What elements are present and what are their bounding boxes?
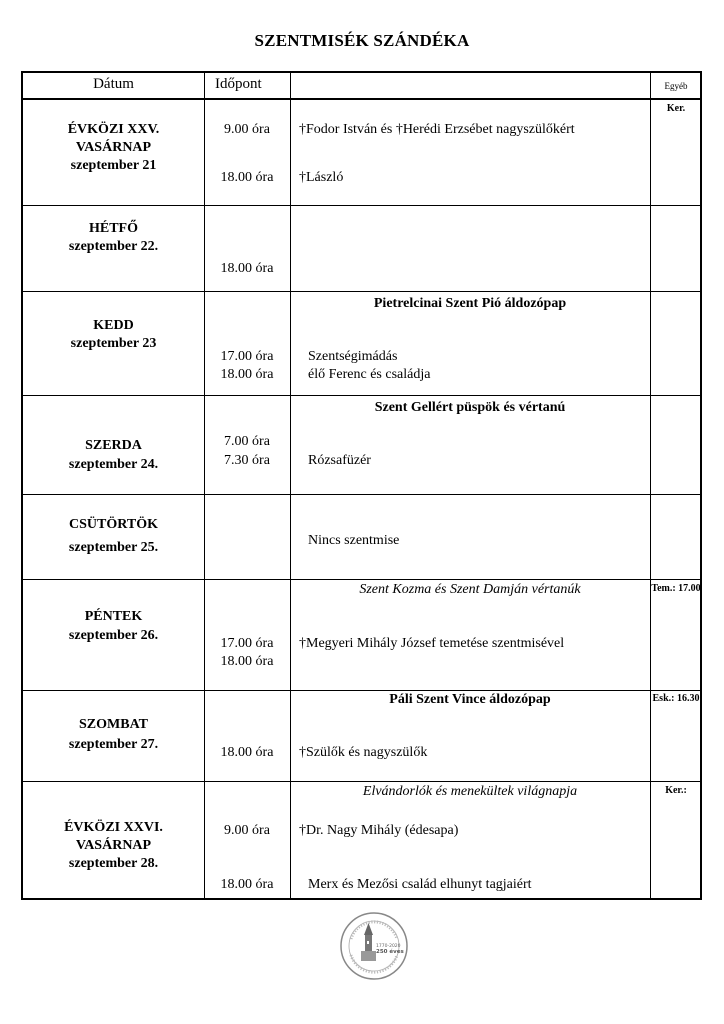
feast-title: Páli Szent Vince áldozópap xyxy=(389,692,551,707)
other-note: Ker. xyxy=(666,103,686,114)
feast-title: Szent Gellért püspök és vértanú xyxy=(374,400,566,415)
day-date: szeptember 25. xyxy=(68,540,159,555)
day-date: szeptember 24. xyxy=(68,457,159,472)
header-other: Egyéb xyxy=(664,81,688,91)
mass-intention: Nincs szentmise xyxy=(308,533,400,548)
row-divider xyxy=(23,395,700,396)
mass-time: 17.00 óra xyxy=(220,636,274,651)
other-note: Tem.: 17.00 xyxy=(651,583,701,594)
day-date: szeptember 27. xyxy=(68,737,159,752)
day-name: ÉVKÖZI XXVI. xyxy=(64,820,163,835)
seal-anniversary: 250 éves xyxy=(376,949,404,955)
day-name: VASÁRNAP xyxy=(75,140,152,155)
row-divider xyxy=(23,205,700,206)
row-divider xyxy=(23,579,700,580)
mass-time: 7.00 óra xyxy=(224,434,270,449)
mass-time: 18.00 óra xyxy=(220,745,274,760)
day-name: ÉVKÖZI XXV. xyxy=(67,122,160,137)
other-note: Esk.: 16.30 xyxy=(652,693,700,704)
schedule-table xyxy=(21,71,702,900)
column-divider xyxy=(290,73,291,898)
row-divider xyxy=(23,494,700,495)
day-name: SZERDA xyxy=(85,438,142,453)
day-date: szeptember 28. xyxy=(68,856,159,871)
feast-title: Elvándorlók és menekültek világnapja xyxy=(362,784,578,799)
day-name: VASÁRNAP xyxy=(75,838,152,853)
day-date: szeptember 21 xyxy=(70,158,157,173)
mass-time: 18.00 óra xyxy=(220,170,274,185)
mass-time: 18.00 óra xyxy=(220,654,274,669)
column-divider xyxy=(650,73,651,898)
row-divider xyxy=(23,690,700,691)
page-title: SZENTMISÉK SZÁNDÉKA xyxy=(254,31,470,50)
day-name: PÉNTEK xyxy=(84,609,143,624)
mass-intention: †László xyxy=(299,170,344,185)
day-name: SZOMBAT xyxy=(79,717,148,732)
feast-title: Szent Kozma és Szent Damján vértanúk xyxy=(359,582,581,597)
header-time: Időpont xyxy=(215,76,262,92)
mass-time: 18.00 óra xyxy=(220,261,274,276)
mass-intention: Rózsafüzér xyxy=(308,453,371,468)
seal-years: 1770-2020 xyxy=(376,944,401,949)
mass-intention: †Fodor István és †Herédi Erzsébet nagyszülőkért xyxy=(299,122,575,137)
mass-time: 18.00 óra xyxy=(220,367,274,382)
day-date: szeptember 22. xyxy=(68,239,159,254)
column-divider xyxy=(204,73,205,898)
header-date: Dátum xyxy=(93,76,134,92)
parish-seal-icon xyxy=(339,911,409,981)
mass-time: 17.00 óra xyxy=(220,349,274,364)
mass-intention: élő Ferenc és családja xyxy=(308,367,431,382)
day-name: CSÜTÖRTÖK xyxy=(69,517,158,532)
day-date: szeptember 26. xyxy=(68,628,159,643)
mass-intention: Merx és Mezősi család elhunyt tagjaiért xyxy=(308,877,532,892)
feast-title: Pietrelcinai Szent Pió áldozópap xyxy=(373,296,567,311)
mass-intention: †Szülők és nagyszülők xyxy=(299,745,428,760)
mass-time: 18.00 óra xyxy=(220,877,274,892)
row-divider xyxy=(23,291,700,292)
mass-intention: Szentségimádás xyxy=(308,349,398,364)
mass-intention: †Dr. Nagy Mihály (édesapa) xyxy=(299,823,459,838)
day-name: HÉTFŐ xyxy=(88,221,138,236)
day-name: KEDD xyxy=(93,318,134,333)
mass-time: 9.00 óra xyxy=(224,122,270,137)
mass-time: 7.30 óra xyxy=(224,453,270,468)
other-note: Ker.: xyxy=(665,785,687,796)
row-divider xyxy=(23,98,700,100)
mass-intention: †Megyeri Mihály József temetése szentmisével xyxy=(299,636,565,651)
mass-time: 9.00 óra xyxy=(224,823,270,838)
row-divider xyxy=(23,781,700,782)
day-date: szeptember 23 xyxy=(70,336,157,351)
